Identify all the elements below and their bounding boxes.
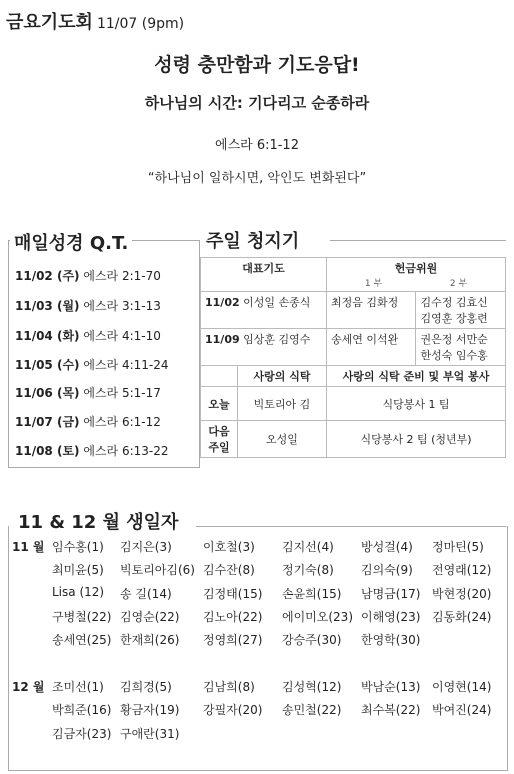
birthday-entry: 김금자(23) (52, 726, 112, 741)
birthday-heading: 11 & 12 월 생일자 (14, 508, 182, 534)
birthday-entry: 김지선(4) (282, 540, 334, 554)
birthday-entry: 정기숙(8) (282, 563, 334, 578)
meal-row-today (201, 387, 506, 421)
birthday-entry: 김의숙(9) (361, 563, 413, 578)
birthday-entry: 김영순(22) (120, 609, 180, 624)
qt-item: 11/03 (월) 에스라 3:1-13 (15, 299, 161, 313)
next-meal: 오성일 (238, 421, 327, 458)
birthday-entry: 김지은(3) (120, 540, 172, 554)
birthday-entry: 빅토리아김(6) (120, 563, 195, 578)
birthday-entry: 손윤희(15) (282, 586, 342, 601)
birthday-entry: 이호철(3) (203, 540, 255, 554)
birthday-entry: 한영학(30) (361, 633, 421, 648)
meal-row-next (201, 421, 506, 458)
part2-label: 2 부 (449, 279, 468, 289)
birthday-entry: 송민철(22) (282, 703, 342, 718)
birthday-entry: 조미선(1) (52, 680, 104, 694)
meal-header: 사랑의 식탁 (238, 366, 327, 387)
today-meal: 빅토리아 김 (238, 387, 327, 421)
birthday-entry: 강승주(30) (282, 633, 342, 648)
today-prep: 식당봉사 1 팀 (327, 387, 506, 421)
birthday-entry: 전영래(12) (432, 563, 492, 578)
qt-item: 11/04 (화) 에스라 4:1-10 (15, 329, 161, 343)
birthday-entry: 김남희(8) (203, 680, 255, 694)
birthday-entry: 김노아(22) (203, 609, 263, 624)
birthday-entry: 이영현(14) (432, 680, 492, 694)
birthday-entry: 정마틴(5) (432, 540, 484, 554)
qt-item: 11/08 (토) 에스라 6:13-22 (15, 444, 169, 458)
divider (196, 526, 506, 527)
qt-heading: 매일성경 Q.T. (10, 229, 132, 255)
col-prayer-header: 대표기도 (201, 258, 327, 292)
birthday-entry: 김정태(15) (203, 586, 263, 601)
sermon-scripture: 에스라 6:1-12 (215, 138, 299, 153)
steward-table (200, 257, 506, 458)
sermon-title: 성령 충만함과 기도응답! (154, 54, 360, 76)
col-offering-header (327, 258, 506, 292)
next-prep: 식당봉사 2 팀 (청년부) (327, 421, 506, 458)
birthday-entry: 구애란(31) (120, 726, 180, 741)
birthday-entry: 한재희(26) (120, 633, 180, 648)
birthday-entry: 황금자(19) (120, 703, 180, 718)
next-label: 다음 주일 (201, 421, 238, 458)
birthday-entry: 송세연(25) (52, 633, 112, 648)
steward-row: 11/09 임상훈 김영수 송세연 이석완 권은정 서만순 한성숙 임수홍 (201, 329, 506, 366)
sermon-subtitle: 하나님의 시간: 기다리고 순종하라 (144, 94, 370, 112)
birthday-entry: 정영희(27) (203, 633, 263, 648)
birthday-entry: 구병철(22) (52, 609, 112, 624)
birthday-entry: 최수복(22) (361, 703, 421, 718)
birthday-entry: 박여진(24) (432, 703, 492, 718)
birthday-entry: 이해영(23) (361, 609, 421, 624)
qt-item: 11/05 (수) 에스라 4:11-24 (15, 358, 169, 372)
steward-row: 11/02 이성일 손종식 최정음 김화정 김수정 김효신 김영훈 장홍련 (201, 292, 506, 329)
sermon-quote: “하나님이 일하시면, 악인도 변화된다” (147, 171, 367, 186)
birthday-entry: 김동화(24) (432, 609, 492, 624)
birthday-entry: 최미윤(5) (52, 563, 104, 578)
birthday-entry: 강필자(20) (203, 703, 263, 718)
birthday-entry: 에이미오(23) (282, 609, 354, 624)
birthday-entry: 송 길(14) (120, 586, 172, 601)
today-label: 오늘 (201, 387, 238, 421)
part1-label: 1 부 (364, 279, 383, 289)
service-header (6, 8, 184, 34)
service-date: 11/07 (9pm) (96, 16, 185, 32)
qt-item: 11/06 (목) 에스라 5:1-17 (15, 386, 161, 400)
birthday-entry: 박남순(13) (361, 680, 421, 694)
service-title: 금요기도회 (6, 12, 93, 33)
offering-label: 헌금위원 (394, 262, 438, 275)
birthday-entry: 박현정(20) (432, 586, 492, 601)
divider (330, 240, 506, 241)
meal-prep-header: 사랑의 식탁 준비 및 부엌 봉사 (327, 366, 506, 387)
birthday-entry: 임수홍(1) (52, 540, 104, 554)
birthday-entry: 방성걸(4) (361, 540, 413, 554)
birthday-entry: 김성혁(12) (282, 680, 342, 694)
birthday-entry: 김희경(5) (120, 680, 172, 694)
month-label-december: 12 월 (12, 680, 45, 694)
sunday-heading: 주일 청지기 (202, 227, 303, 253)
birthday-entry: Lisa (12) (52, 584, 105, 599)
month-label-november: 11 월 (12, 540, 45, 554)
birthday-entry: 김수잔(8) (203, 563, 255, 578)
birthday-entry: 박희준(16) (52, 703, 112, 718)
qt-box (8, 240, 200, 468)
divider (150, 240, 198, 241)
qt-item: 11/07 (금) 에스라 6:1-12 (15, 415, 161, 429)
qt-item: 11/02 (주) 에스라 2:1-70 (15, 269, 161, 283)
birthday-entry: 남명금(17) (361, 586, 421, 601)
